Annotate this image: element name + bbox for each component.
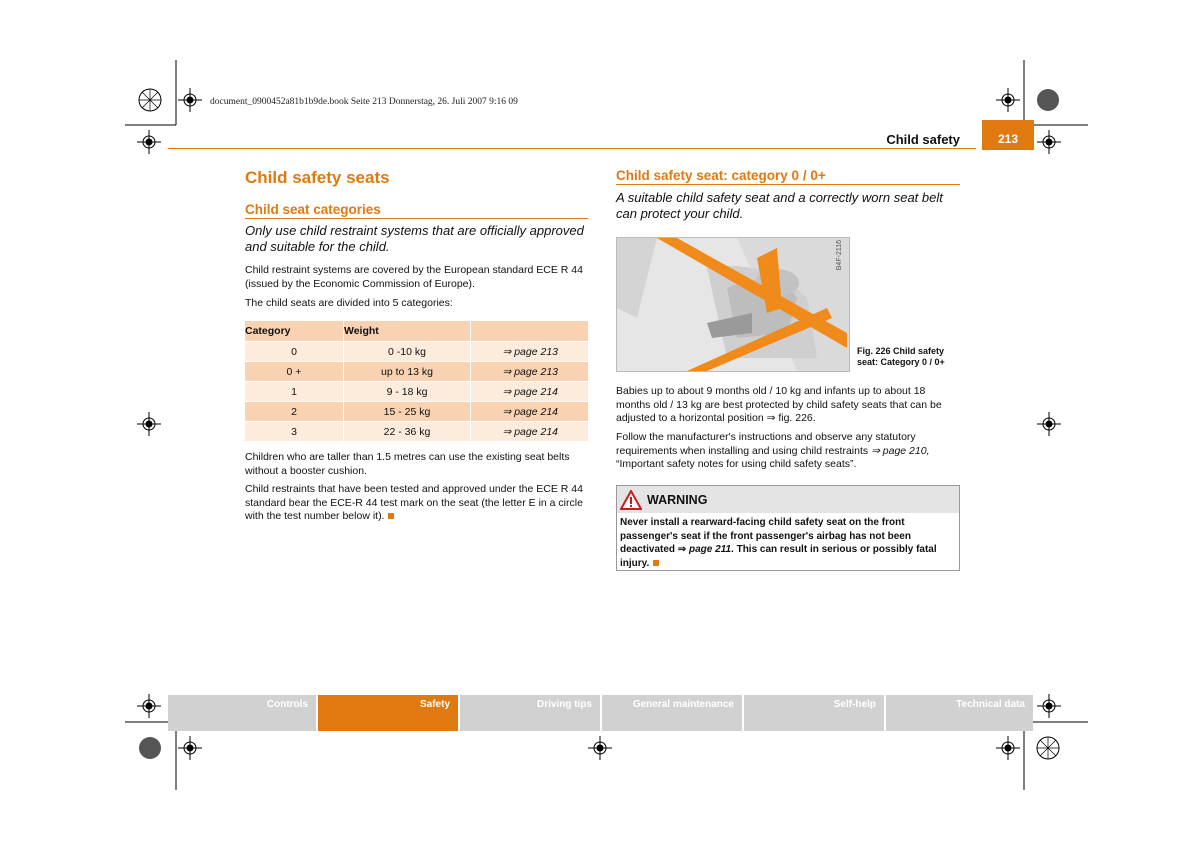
child-seat-illustration (617, 238, 849, 371)
warning-title: WARNING (647, 493, 708, 507)
table-header: Category (245, 321, 344, 342)
table-row (245, 402, 588, 422)
tab-safety[interactable] (318, 695, 458, 731)
tab-label: Self-help (833, 699, 876, 710)
warning-text (620, 516, 956, 570)
paragraph-text: Child restraints that have been tested and approved under the ECE R 44 standard bear the ECE-R 44 test mark on the seat (the letter E in a circle with the test number below it). (245, 483, 583, 522)
tab-general-maintenance[interactable] (602, 695, 742, 731)
intro-text: A suitable child safety seat and a correctly worn seat belt can protect your child. (616, 190, 943, 221)
end-marker-icon (388, 513, 394, 519)
tab-label: General maintenance (632, 699, 734, 710)
print-info: document_0900452a81b1b9de.book Seite 213 Donnerstag, 26. Juli 2007 9:16 09 (210, 97, 518, 107)
page-link[interactable]: page 211 (688, 544, 732, 555)
page-link[interactable]: ⇒ page 214 (471, 422, 589, 442)
intro-text: Only use child restraint systems that are officially approved and suitable for the child. (245, 223, 584, 254)
header-rule (168, 148, 976, 149)
table-row (245, 382, 588, 402)
section-title: Child safety (886, 132, 960, 147)
warning-icon (620, 490, 642, 510)
page-link[interactable]: ⇒ page 213 (471, 362, 589, 382)
child-seat-figure (616, 237, 850, 372)
page-link[interactable]: ⇒ page 210, (871, 444, 930, 457)
tab-self-help[interactable] (744, 695, 884, 731)
weight-cell: up to 13 kg (344, 362, 471, 382)
paragraph-text: Follow the manufacturer's instructions and observe any statutory requirements when installing and using child restraints (616, 431, 916, 457)
page-link[interactable]: ⇒ page 213 (471, 342, 589, 362)
tab-label: Technical data (956, 699, 1025, 710)
heading-rule (616, 184, 960, 185)
table-header (471, 321, 589, 342)
paragraph-text: “Important safety notes for using child safety seats”. (616, 458, 857, 470)
weight-cell: 9 - 18 kg (344, 382, 471, 402)
tab-controls[interactable] (168, 695, 316, 731)
end-marker-icon (653, 560, 659, 566)
category-cell: 2 (245, 402, 344, 422)
category-cell: 3 (245, 422, 344, 442)
category-cell: 1 (245, 382, 344, 402)
tab-driving-tips[interactable] (460, 695, 600, 731)
table-row (245, 422, 588, 442)
page-link[interactable]: ⇒ page 214 (471, 402, 589, 422)
table-row (245, 342, 588, 362)
paragraph (245, 483, 588, 524)
figure-caption: Fig. 226 Child safety seat: Category 0 / 0+ (857, 346, 945, 367)
paragraph (616, 431, 960, 472)
warning-text-part: Never install a rearward-facing child safety seat on the front passenger's seat if the front passenger's airbag has not been deactivated ⇒ (620, 517, 911, 555)
weight-cell: 0 -10 kg (344, 342, 471, 362)
weight-cell: 22 - 36 kg (344, 422, 471, 442)
page-link[interactable]: ⇒ page 214 (471, 382, 589, 402)
table-row (245, 362, 588, 382)
category-table (245, 321, 588, 441)
page-title: Child safety seats (245, 168, 390, 187)
figure-code: B4F-2116 (836, 240, 843, 271)
page-number: 213 (982, 120, 1034, 150)
warning-text-part: . This can result in serious or possibly fatal injury. (620, 544, 937, 569)
heading-rule (245, 218, 588, 219)
paragraph: The child seats are divided into 5 categories: (245, 297, 453, 309)
category-cell: 0 + (245, 362, 344, 382)
paragraph: Child restraint systems are covered by the European standard ECE R 44 (issued by the Economic Commission of Europe). (245, 264, 583, 290)
section-heading: Child safety seat: category 0 / 0+ (616, 168, 826, 183)
tab-label: Safety (419, 699, 450, 710)
tab-label: Controls (266, 699, 308, 710)
paragraph: Babies up to about 9 months old / 10 kg and infants up to about 18 months old / 13 kg are best protected by child safety seats that can be adjusted to a horizontal position ⇒ fig. 226. (616, 385, 942, 424)
section-heading: Child seat categories (245, 202, 381, 217)
table-header: Weight (344, 321, 471, 342)
weight-cell: 15 - 25 kg (344, 402, 471, 422)
tab-label: Driving tips (536, 699, 592, 710)
category-cell: 0 (245, 342, 344, 362)
paragraph: Children who are taller than 1.5 metres can use the existing seat belts without a booster cushion. (245, 451, 570, 477)
tab-technical-data[interactable] (886, 695, 1033, 731)
